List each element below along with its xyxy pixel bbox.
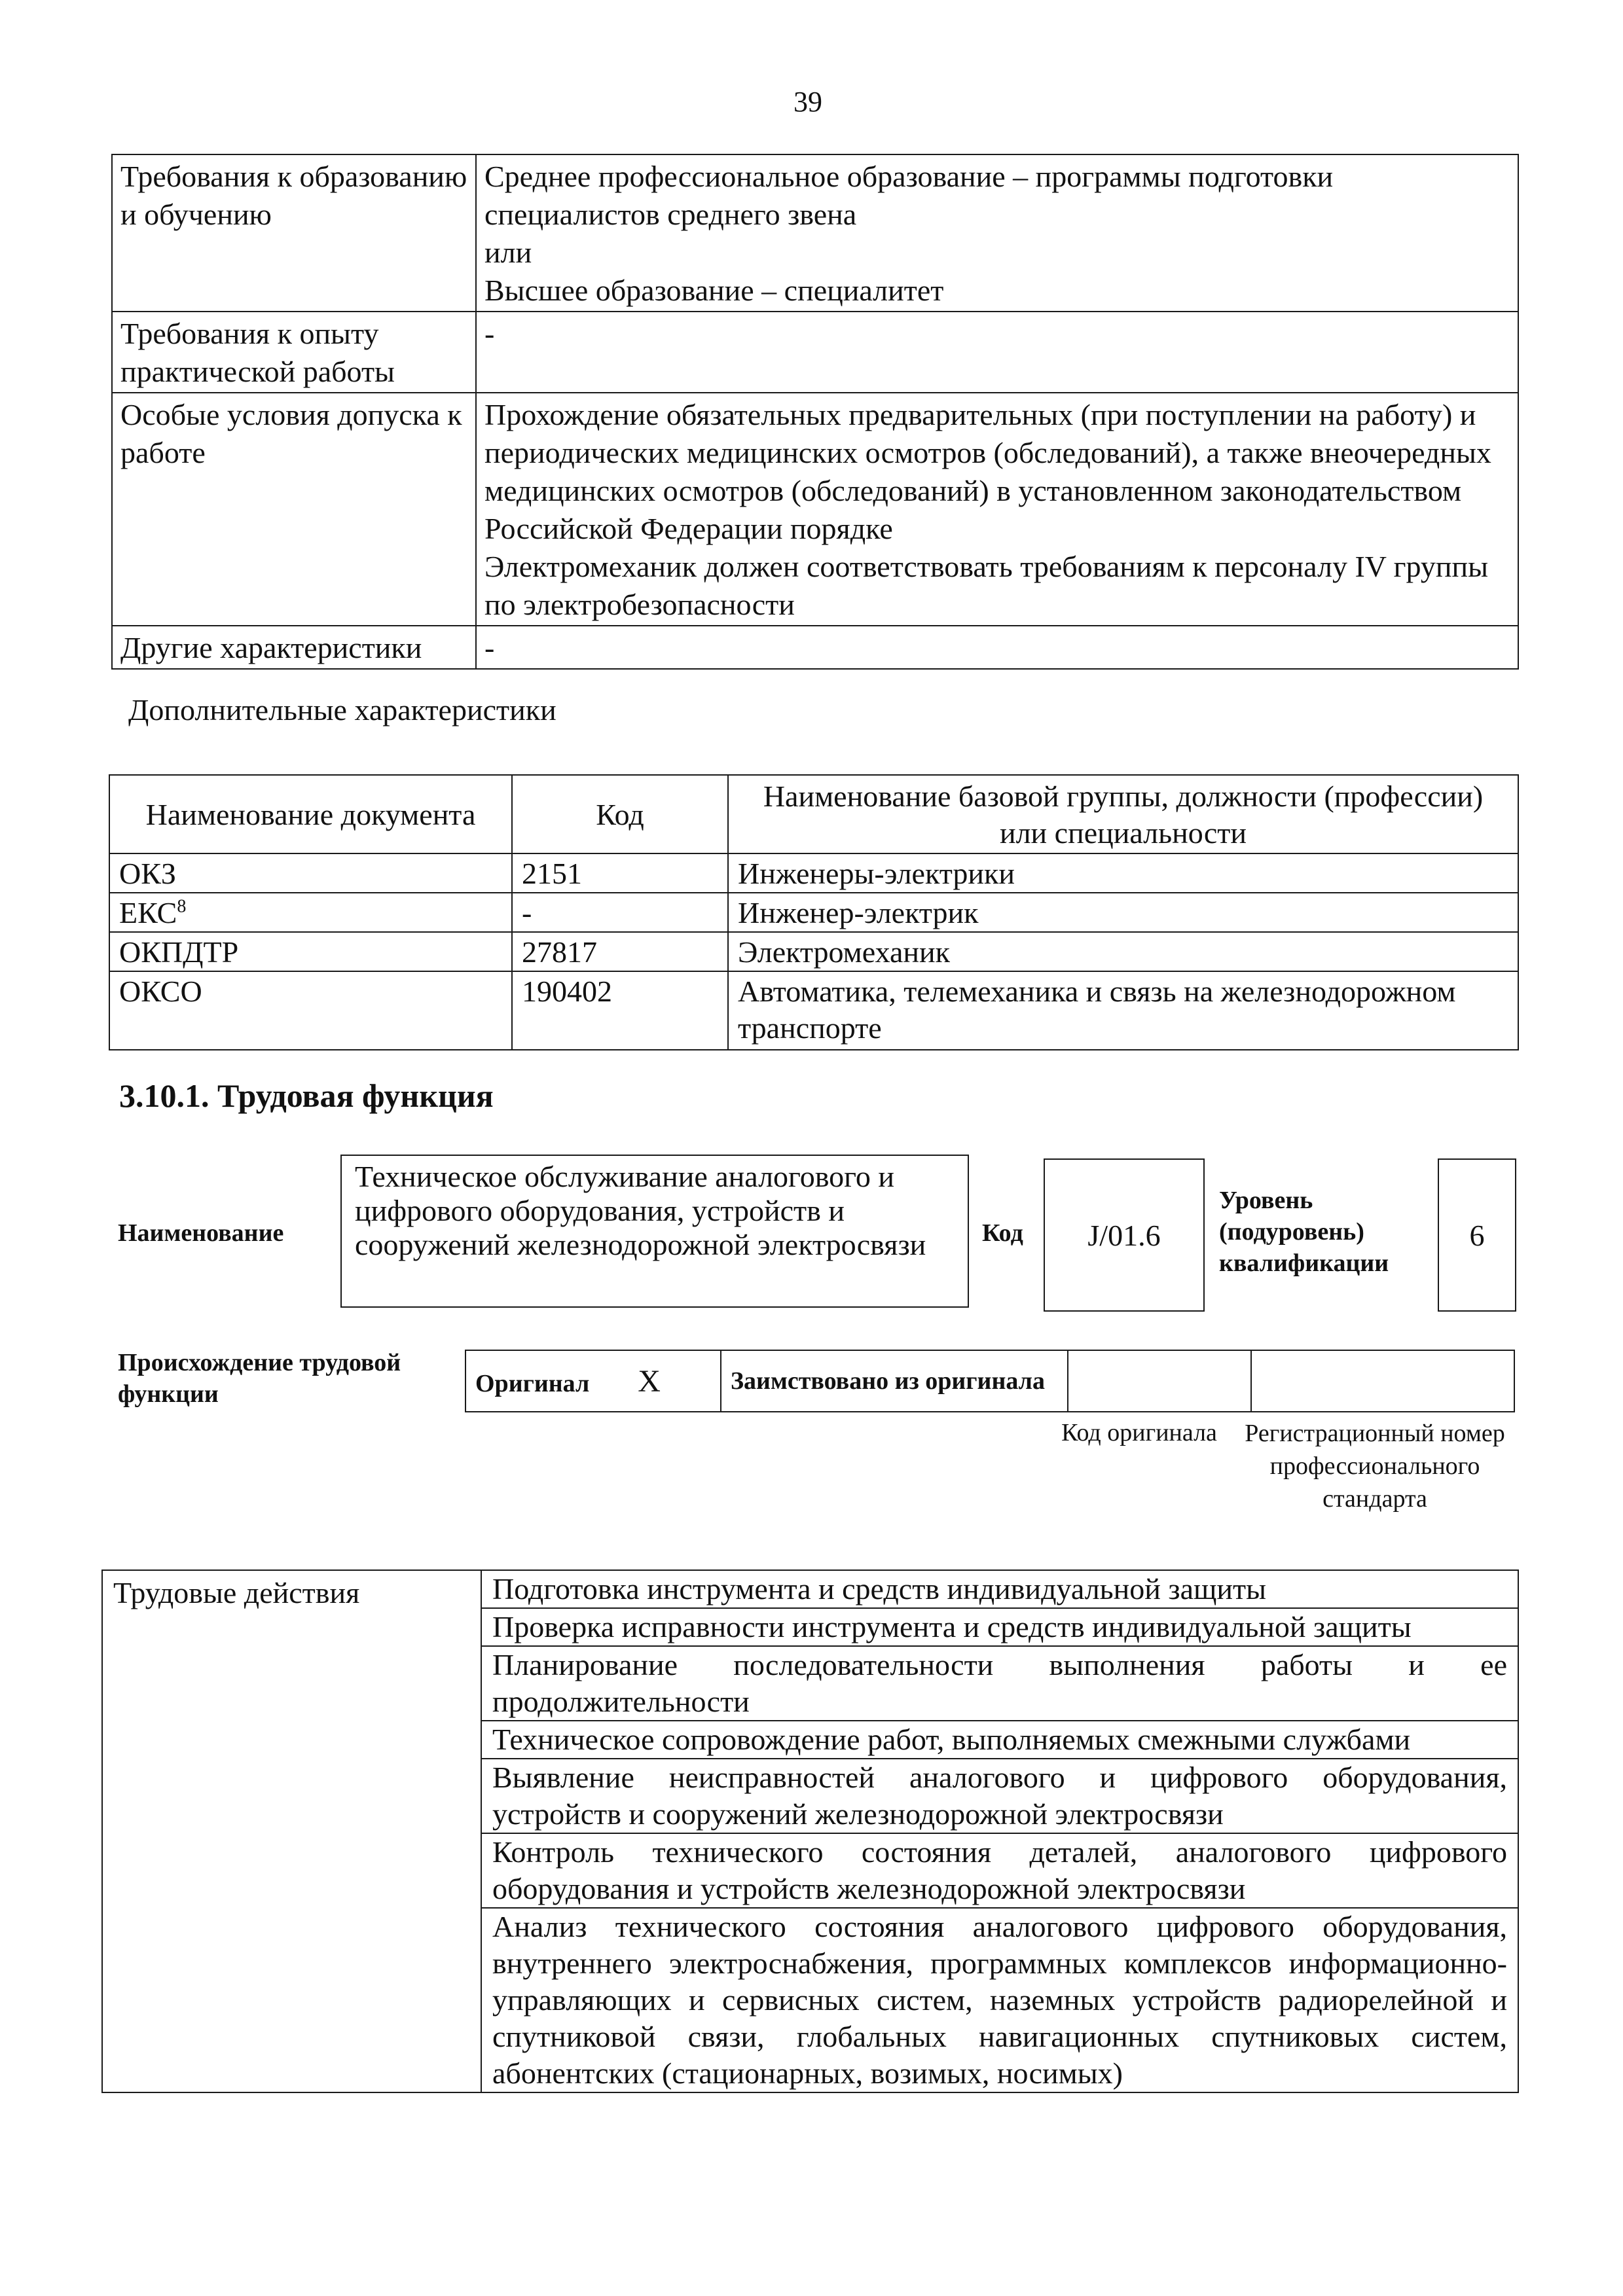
row-value bbox=[476, 154, 1518, 312]
row-value: - bbox=[476, 626, 1518, 669]
table-row bbox=[112, 154, 1518, 312]
doc-text: ЕКС bbox=[119, 896, 177, 929]
additional-table bbox=[109, 774, 1519, 1050]
page-number: 39 bbox=[793, 86, 822, 118]
function-level bbox=[1438, 1158, 1516, 1312]
original-cell bbox=[465, 1350, 721, 1412]
table-row bbox=[102, 1570, 1518, 1608]
doc-text: ОКПДТР bbox=[119, 935, 239, 969]
labor-action-item: Техническое сопровождение работ, выполняемых смежными службами bbox=[481, 1721, 1518, 1759]
row-value: - bbox=[476, 312, 1518, 393]
origin-label: Происхождение трудовой функции bbox=[118, 1349, 401, 1408]
section-title: 3.10.1. Трудовая функция bbox=[119, 1077, 494, 1114]
name-cell: Электромеханик bbox=[728, 932, 1518, 971]
labor-action-item: Проверка исправности инструмента и средств индивидуальной защиты bbox=[481, 1608, 1518, 1646]
function-name: Техническое обслуживание аналогового и цифрового оборудования, устройств и сооружений железнодорожной электросвязи bbox=[340, 1155, 969, 1308]
row-label: Другие характеристики bbox=[112, 626, 476, 669]
name-cell: Автоматика, телемеханика и связь на железнодорожном транспорте bbox=[728, 971, 1518, 1050]
row-label: Требования к образованию и обучению bbox=[112, 154, 476, 312]
original-mark: X bbox=[638, 1363, 661, 1399]
table-row bbox=[109, 853, 1518, 893]
table-row bbox=[112, 312, 1518, 393]
table-row bbox=[109, 893, 1518, 932]
reg-number-cell bbox=[1251, 1350, 1514, 1412]
code-label: Код bbox=[982, 1219, 1023, 1247]
row-value bbox=[476, 393, 1518, 626]
code-cell: 190402 bbox=[512, 971, 728, 1050]
doc-text: ОКЗ bbox=[119, 857, 176, 890]
table-row bbox=[112, 393, 1518, 626]
origin-table bbox=[465, 1350, 1515, 1412]
doc-text: ОКСО bbox=[119, 975, 202, 1008]
function-code bbox=[1044, 1158, 1205, 1312]
row-label: Требования к опыту практической работы bbox=[112, 312, 476, 393]
labor-actions-table bbox=[101, 1570, 1519, 2093]
doc-cell bbox=[109, 932, 512, 971]
additional-title: Дополнительные характеристики bbox=[128, 693, 556, 726]
row-label: Особые условия допуска к работе bbox=[112, 393, 476, 626]
doc-cell bbox=[109, 971, 512, 1050]
labor-action-item: Планирование последовательности выполнения работы и ее продолжительности bbox=[481, 1646, 1518, 1721]
function-level-text: 6 bbox=[1469, 1218, 1485, 1252]
value-line: или bbox=[484, 236, 532, 269]
column-header: Наименование базовой группы, должности (профессии) или специальности bbox=[728, 775, 1518, 853]
doc-cell bbox=[109, 893, 512, 932]
code-cell: 27817 bbox=[512, 932, 728, 971]
code-cell: - bbox=[512, 893, 728, 932]
table-row bbox=[109, 932, 1518, 971]
labor-action-item: Контроль технического состояния деталей, аналогового цифрового оборудования и устройств железнодорожной электросвязи bbox=[481, 1833, 1518, 1908]
borrowed-cell: Заимствовано из оригинала bbox=[721, 1350, 1068, 1412]
function-code-text: J/01.6 bbox=[1087, 1218, 1161, 1252]
column-header: Наименование документа bbox=[109, 775, 512, 853]
name-label: Наименование bbox=[118, 1219, 284, 1247]
doc-cell bbox=[109, 853, 512, 893]
value-line: Прохождение обязательных предварительных (при поступлении на работу) и периодических медицинских осмотров (обследований), а также внеочередных медицинских осмотров (обследований) в установленном законодательством Российской Федерации порядке bbox=[484, 398, 1491, 545]
table-row bbox=[112, 626, 1518, 669]
code-cell: 2151 bbox=[512, 853, 728, 893]
column-header: Код bbox=[512, 775, 728, 853]
name-cell: Инженер-электрик bbox=[728, 893, 1518, 932]
original-code-caption: Код оригинала bbox=[1061, 1419, 1217, 1446]
table-row bbox=[465, 1350, 1514, 1412]
value-line: Среднее профессиональное образование – программы подготовки специалистов среднего звена bbox=[484, 160, 1334, 231]
table-row bbox=[109, 971, 1518, 1050]
labor-action-item: Подготовка инструмента и средств индивидуальной защиты bbox=[481, 1570, 1518, 1608]
reg-number-caption: Регистрационный номер профессионального стандарта bbox=[1245, 1420, 1505, 1513]
value-line: Высшее образование – специалитет bbox=[484, 274, 944, 307]
labor-actions-label: Трудовые действия bbox=[102, 1570, 481, 2092]
original-label: Оригинал bbox=[475, 1369, 590, 1397]
labor-action-item: Анализ технического состояния аналогового цифрового оборудования, внутреннего электроснабжения, программных комплексов информационно-управляющих и сервисных систем, наземных устройств радиорелейной и спутниковой связи, глобальных навигационных спутниковых систем, абонентских (стационарных, возимых, носимых) bbox=[481, 1908, 1518, 2092]
level-label: Уровень (подуровень) квалификации bbox=[1219, 1187, 1389, 1277]
value-line: Электромеханик должен соответствовать требованиям к персоналу IV группы по электробезопасности bbox=[484, 550, 1489, 621]
name-cell: Инженеры-электрики bbox=[728, 853, 1518, 893]
footnote-mark: 8 bbox=[177, 896, 187, 917]
labor-action-item: Выявление неисправностей аналогового и цифрового оборудования, устройств и сооружений железнодорожной электросвязи bbox=[481, 1759, 1518, 1833]
requirements-table bbox=[111, 154, 1519, 670]
original-code-cell bbox=[1068, 1350, 1251, 1412]
table-header-row bbox=[109, 775, 1518, 853]
